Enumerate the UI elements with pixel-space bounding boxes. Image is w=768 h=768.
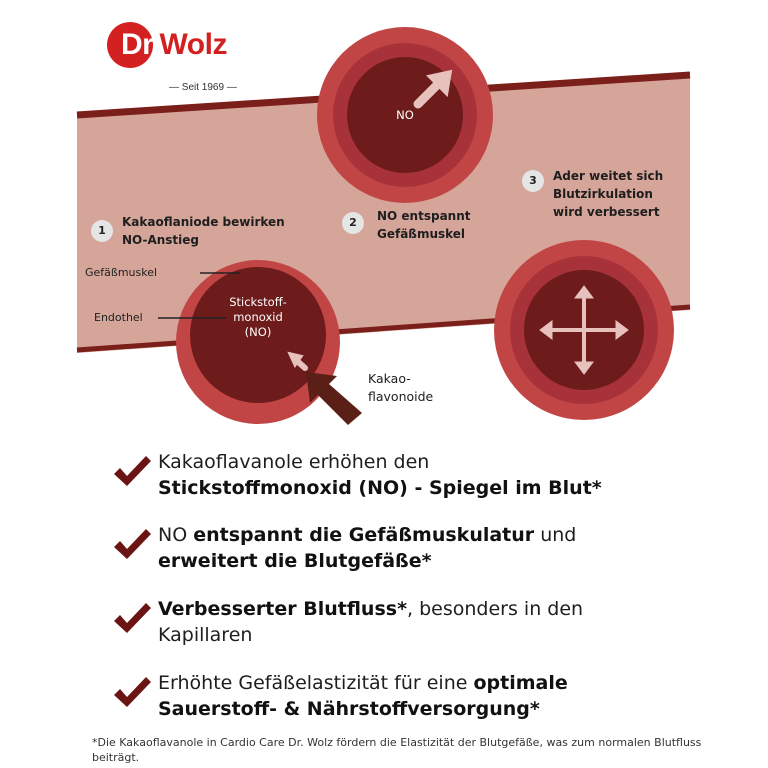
checkmark-icon [112,527,152,561]
benefit-2-line1 [158,523,576,548]
step-1-line1: Kakaoflaniode bewirken [122,215,285,229]
left-vessel-label [220,295,296,340]
benefit-2-line2-seg1: erweitert die Blutgefäße* [158,550,432,572]
step-1-badge: 1 [91,220,113,242]
benefit-1-line1-seg1: Kakaoflavanole erhöhen den [158,451,430,473]
benefit-2-line2 [158,549,432,574]
checkmark-icon [112,675,152,709]
benefit-3-line2 [158,623,252,648]
benefit-1-line2-seg1: Stickstoffmonoxid (NO) - Spiegel im Blut* [158,477,602,499]
left-vessel-line1: Stickstoff- [229,295,287,309]
kakao-line1: Kakao- [368,371,411,386]
benefit-4-line1 [158,671,568,696]
kakao-label [368,370,433,406]
benefit-4-line2 [158,697,540,722]
label-endothel: Endothel [94,311,143,324]
logo-tagline: — Seit 1969 — [169,82,237,93]
benefit-1-line1 [158,450,429,475]
benefit-4-line2-seg1: Sauerstoff- & Nährstoffversorgung* [158,698,540,720]
benefit-2-line1-seg3: und [534,524,577,546]
benefit-1-line2 [158,476,602,501]
checkmark-icon [112,454,152,488]
step-3-line3: wird verbessert [553,205,660,219]
step-3-text [553,167,663,221]
benefit-2-line1-seg2: entspannt die Gefäßmuskulatur [193,524,535,546]
step-3-line2: Blutzirkulation [553,187,653,201]
benefit-4-line1-seg2: optimale [473,672,568,694]
checkmark-icon [112,601,152,635]
step-3-badge: 3 [522,170,544,192]
kakao-arrow-icon [306,372,362,425]
benefit-3-line1-seg2: , besonders in den [407,598,584,620]
step-2-line1: NO entspannt [377,209,471,223]
benefit-3-line2-seg1: Kapillaren [158,624,253,646]
step-3-line1: Ader weitet sich [553,169,664,183]
footnote: *Die Kakaoflavanole in Cardio Care Dr. Wolz fördern die Elastizität der Blutgefäße, was zum normalen Blutfluss beiträgt. [92,736,702,764]
step-1-text [122,213,285,249]
kakao-line2: flavonoide [368,389,434,404]
benefit-4-line1-seg1: Erhöhte Gefäßelastizität für eine [158,672,474,694]
top-vessel-no-label: NO [396,108,414,122]
step-2-text [377,207,471,243]
benefit-2-line1-seg1: NO [158,524,194,546]
benefit-3-line1 [158,597,583,622]
step-1-line2: NO-Anstieg [122,233,199,247]
benefit-3-line1-seg1: Verbesserter Blutfluss* [158,598,408,620]
left-vessel-line2: monoxid [233,310,283,324]
step-2-badge: 2 [342,212,364,234]
step-2-line2: Gefäßmuskel [377,227,466,241]
left-vessel-line3: (NO) [244,325,272,339]
label-gefaessmuskel: Gefäßmuskel [85,266,158,279]
logo-dr: Dr. [121,28,160,61]
logo-name: Wolz [159,28,227,61]
